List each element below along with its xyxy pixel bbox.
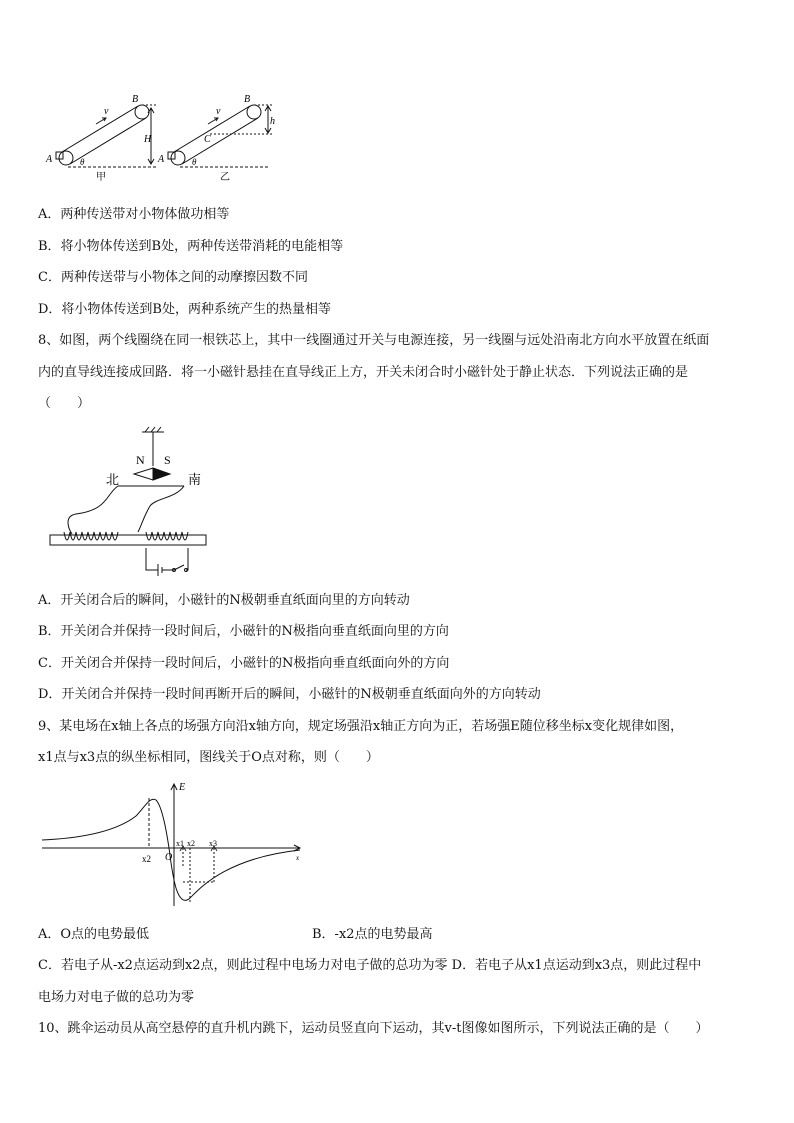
conveyor-figure	[38, 92, 278, 184]
q8-option-c: C．开关闭合并保持一段时间后，小磁针的N极指向垂直纸面向外的方向	[38, 656, 450, 671]
q7-option-a: A．两种传送带对小物体做功相等	[38, 207, 230, 222]
q7-option-c: C．两种传送带与小物体之间的动摩擦因数不同	[38, 270, 308, 285]
fig7-h: h	[270, 116, 275, 127]
south-label: 南	[188, 472, 202, 487]
fig7-B1: B	[132, 94, 139, 105]
q8-option-a: A．开关闭合后的瞬间，小磁针的N极朝垂直纸面向里的方向转动	[38, 593, 410, 608]
fig7-A2: A	[158, 154, 165, 165]
graph-x-axis-label: x	[296, 854, 300, 862]
graph-neg-x2-label: x2	[142, 854, 151, 864]
fig7-v1: v	[104, 106, 109, 117]
graph-x2-label: x2	[187, 839, 195, 848]
q9-option-cd: C．若电子从-x2点运动到x2点，则此过程中电场力对电子做的总功为零 D．若电子从x1点运动到x3点，则此过程中	[38, 958, 702, 973]
q8-stem-line1: 8、如图，两个线圈绕在同一根铁芯上，其中一线圈通过开关与电源连接，另一线圈与远处沿南北方向水平放置在纸面	[38, 333, 710, 348]
q9-option-d-cont: 电场力对电子做的总功为零	[38, 990, 195, 1005]
e-x-graph	[38, 778, 308, 910]
fig7-cap1: 甲	[96, 172, 106, 183]
q9-stem-line1: 9、某电场在x轴上各点的场强方向沿x轴方向，规定场强沿x轴正方向为正，若场强E随位移坐标x变化规律如图，	[38, 719, 684, 734]
q10-stem: 10、跳伞运动员从高空悬停的直升机内跳下，运动员竖直向下运动，其v-t图像如图所示，下列说法正确的是（ ）	[38, 1021, 709, 1036]
coil-compass-figure	[46, 424, 216, 580]
fig7-B2: B	[244, 94, 251, 105]
q7-option-b: B．将小物体传送到B处，两种传送带消耗的电能相等	[38, 239, 344, 254]
needle-s-label: S	[164, 453, 171, 467]
fig7-theta2: θ	[192, 157, 197, 167]
q9-option-a: A．O点的电势最低	[38, 927, 150, 942]
graph-o-label: O	[165, 852, 173, 863]
q8-option-b: B．开关闭合并保持一段时间后，小磁针的N极指向垂直纸面向里的方向	[38, 624, 449, 639]
north-label: 北	[106, 472, 120, 487]
needle-n-label: N	[136, 453, 145, 467]
compass-needle	[134, 468, 170, 480]
q8-stem-line2: 内的直导线连接成回路．将一小磁针悬挂在直导线正上方，开关未闭合时小磁针处于静止状态．下列说法正确的是	[38, 365, 689, 380]
fig7-theta1: θ	[80, 157, 85, 167]
fig7-C: C	[204, 134, 211, 145]
q9-option-b: B．-x2点的电势最高	[312, 927, 433, 942]
q8-stem-line3: （ ）	[38, 396, 91, 411]
fig7-v2: v	[216, 106, 221, 117]
fig7-H: H	[144, 134, 152, 145]
q9-stem-line2: x1点与x3点的纵坐标相同，图线关于O点对称，则（ ）	[38, 750, 379, 765]
fig7-cap2: 乙	[220, 172, 230, 183]
graph-e-label: E	[179, 782, 186, 793]
q8-option-d: D．开关闭合并保持一段时间再断开后的瞬间，小磁针的N极朝垂直纸面向外的方向转动	[38, 687, 541, 702]
q7-option-d: D．将小物体传送到B处，两种系统产生的热量相等	[38, 302, 331, 317]
graph-x3-label: x3	[209, 839, 217, 848]
graph-x1-label: x1	[176, 839, 184, 848]
fig7-A1: A	[46, 154, 53, 165]
